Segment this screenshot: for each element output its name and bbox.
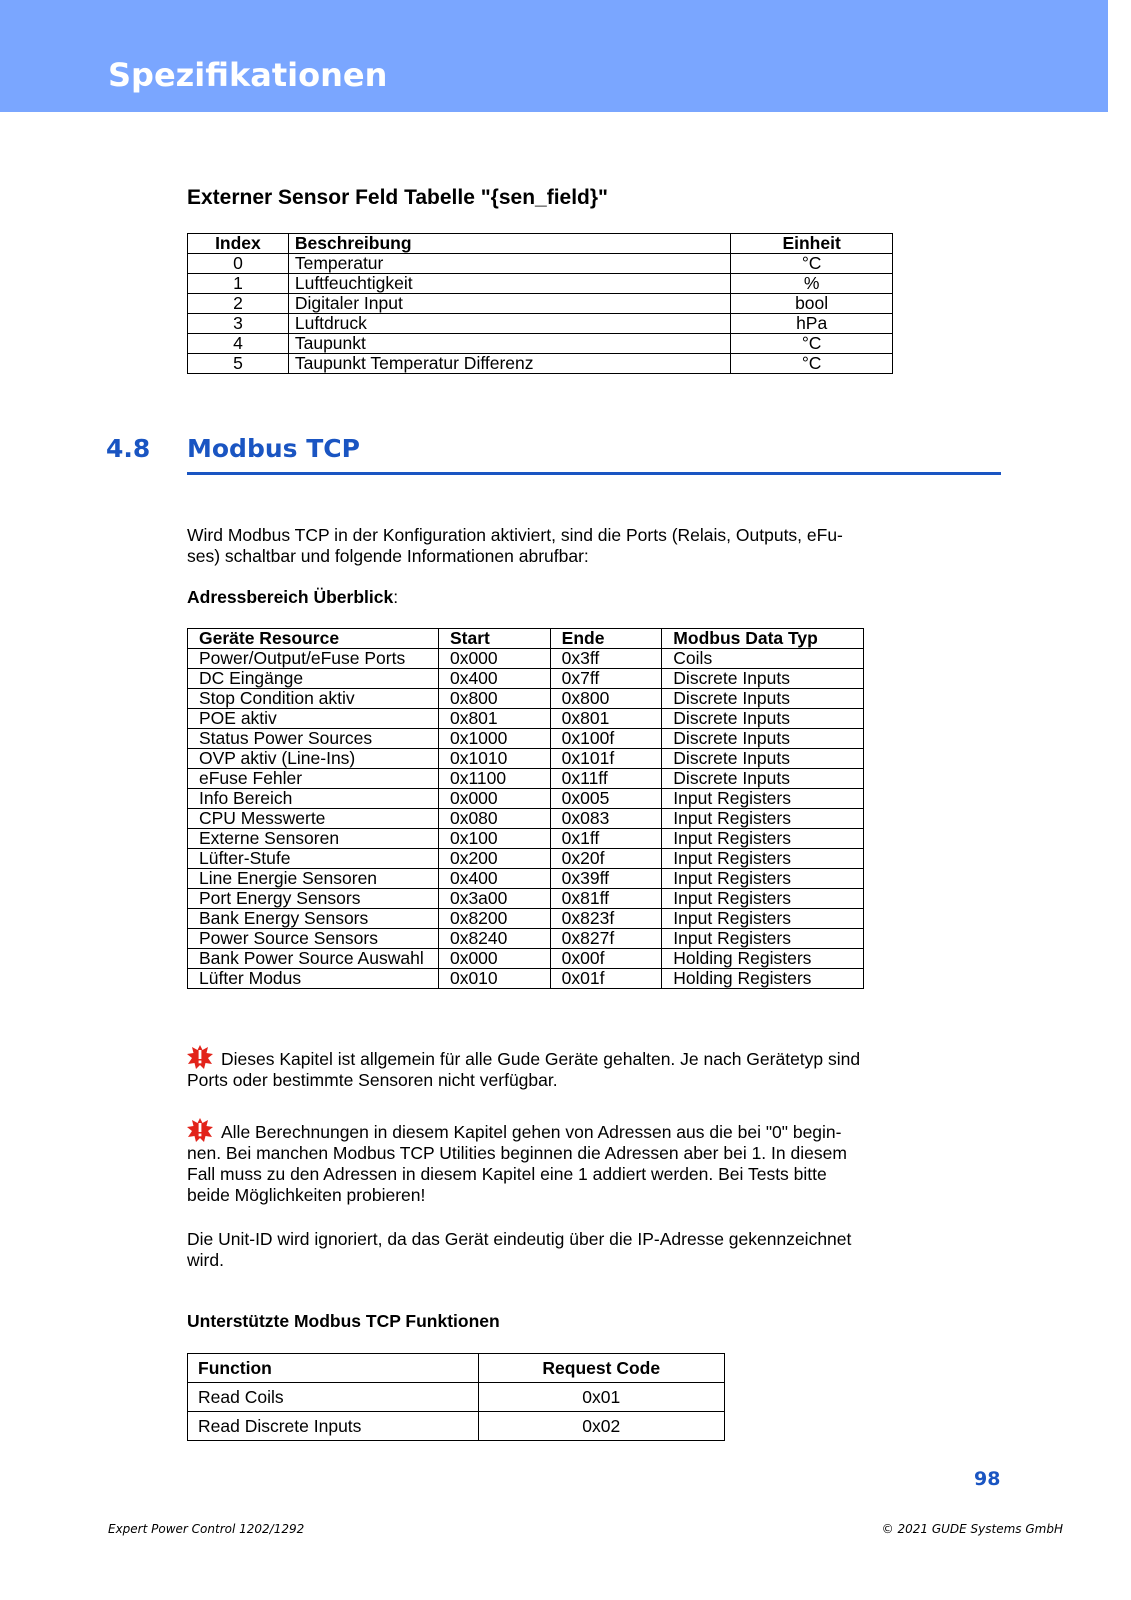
table-cell: 0x101f <box>550 749 662 769</box>
table-cell: Bank Power Source Auswahl <box>188 949 439 969</box>
table-cell: hPa <box>731 314 893 334</box>
table-row <box>188 949 864 969</box>
table-row <box>188 354 893 374</box>
table-cell: Discrete Inputs <box>662 709 864 729</box>
table-row <box>188 829 864 849</box>
note-line: Dieses Kapitel ist allgemein für alle Gude Geräte gehalten. Je nach Gerätetyp sind <box>221 1049 861 1069</box>
footer-copyright: © 2021 GUDE Systems GmbH <box>881 1522 1063 1536</box>
table-cell: 0x000 <box>438 649 550 669</box>
table-row <box>188 809 864 829</box>
table-row <box>188 929 864 949</box>
table-cell: Input Registers <box>662 849 864 869</box>
table-cell: Lüfter-Stufe <box>188 849 439 869</box>
warning-icon <box>187 1045 213 1069</box>
warning-icon <box>187 1118 213 1142</box>
sensor-field-table <box>187 233 893 374</box>
table-cell: 0x005 <box>550 789 662 809</box>
table-cell: 2 <box>188 294 289 314</box>
paragraph-line: Die Unit-ID wird ignoriert, da das Gerät eindeutig über die IP-Adresse gekennzeichnet <box>187 1229 852 1249</box>
section-number: 4.8 <box>106 434 151 463</box>
table-cell: 0x39ff <box>550 869 662 889</box>
table-cell: Coils <box>662 649 864 669</box>
table-cell: 0x800 <box>438 689 550 709</box>
table-cell: Input Registers <box>662 829 864 849</box>
intro-line: Wird Modbus TCP in der Konfiguration aktiviert, sind die Ports (Relais, Outputs, eFu- <box>187 525 843 545</box>
table-cell: % <box>731 274 893 294</box>
table-cell: 0x3a00 <box>438 889 550 909</box>
table-cell: Discrete Inputs <box>662 729 864 749</box>
table-cell: 0x200 <box>438 849 550 869</box>
table-cell: 0x010 <box>438 969 550 989</box>
table-row <box>188 669 864 689</box>
table-cell: Input Registers <box>662 889 864 909</box>
footer-product: Expert Power Control 1202/1292 <box>108 1522 305 1536</box>
table-cell: 0x1ff <box>550 829 662 849</box>
table-cell: 0x823f <box>550 909 662 929</box>
table-cell: 0x100f <box>550 729 662 749</box>
table-cell: Digitaler Input <box>288 294 730 314</box>
table-cell: 0x400 <box>438 869 550 889</box>
table-row <box>188 709 864 729</box>
table-row <box>188 849 864 869</box>
table-row <box>188 749 864 769</box>
address-overview-table <box>187 628 864 989</box>
table-cell: Read Discrete Inputs <box>188 1412 479 1441</box>
table-cell: °C <box>731 254 893 274</box>
table-cell: 0x20f <box>550 849 662 869</box>
table-row <box>188 689 864 709</box>
section-divider <box>187 472 1001 475</box>
table-cell: Input Registers <box>662 909 864 929</box>
table-cell: 0x080 <box>438 809 550 829</box>
page-number: 98 <box>974 1468 1001 1490</box>
table-cell: Externe Sensoren <box>188 829 439 849</box>
table-cell: 0x801 <box>438 709 550 729</box>
intro-line: ses) schaltbar und folgende Informationen abrufbar: <box>187 546 589 566</box>
address-overview-colon: : <box>393 587 399 607</box>
table-cell: 0x1000 <box>438 729 550 749</box>
table-cell: 0x01f <box>550 969 662 989</box>
table-cell: Input Registers <box>662 809 864 829</box>
table-row <box>188 1412 725 1441</box>
table-cell: 0x7ff <box>550 669 662 689</box>
note-line: Alle Berechnungen in diesem Kapitel gehen von Adressen aus die bei "0" begin- <box>221 1122 842 1142</box>
column-header: Request Code <box>478 1354 725 1383</box>
table-cell: 0x81ff <box>550 889 662 909</box>
table-cell: Power Source Sensors <box>188 929 439 949</box>
unit-id-paragraph <box>187 1229 917 1271</box>
column-header: Ende <box>550 629 662 649</box>
table-row <box>188 334 893 354</box>
table-row <box>188 729 864 749</box>
table-cell: °C <box>731 354 893 374</box>
note-line: nen. Bei manchen Modbus TCP Utilities beginnen die Adressen aber bei 1. In diesem <box>187 1143 847 1163</box>
modbus-functions-table <box>187 1353 725 1441</box>
table-cell: Bank Energy Sensors <box>188 909 439 929</box>
table-cell: POE aktiv <box>188 709 439 729</box>
table-row <box>188 769 864 789</box>
table-cell: 0x02 <box>478 1412 725 1441</box>
table-row <box>188 254 893 274</box>
table-row <box>188 1383 725 1412</box>
table-cell: 0x8200 <box>438 909 550 929</box>
column-header: Einheit <box>731 234 893 254</box>
column-header: Function <box>188 1354 479 1383</box>
table-cell: Port Energy Sensors <box>188 889 439 909</box>
table-row <box>188 294 893 314</box>
table-cell: Luftfeuchtigkeit <box>288 274 730 294</box>
table-cell: bool <box>731 294 893 314</box>
table-cell: Status Power Sources <box>188 729 439 749</box>
column-header: Index <box>188 234 289 254</box>
table-cell: 5 <box>188 354 289 374</box>
address-overview-label <box>187 587 907 608</box>
table-cell: Line Energie Sensoren <box>188 869 439 889</box>
table-cell: 0x800 <box>550 689 662 709</box>
table-cell: DC Eingänge <box>188 669 439 689</box>
note-line: beide Möglichkeiten probieren! <box>187 1185 426 1205</box>
table-cell: Stop Condition aktiv <box>188 689 439 709</box>
table-cell: 0x00f <box>550 949 662 969</box>
table-row <box>188 909 864 929</box>
column-header: Modbus Data Typ <box>662 629 864 649</box>
table-cell: Holding Registers <box>662 949 864 969</box>
table-cell: Info Bereich <box>188 789 439 809</box>
table-cell: 0x400 <box>438 669 550 689</box>
intro-paragraph <box>187 525 907 567</box>
table-cell: 0x000 <box>438 949 550 969</box>
table-cell: Read Coils <box>188 1383 479 1412</box>
table-cell: 0x01 <box>478 1383 725 1412</box>
table-row <box>188 889 864 909</box>
page-header-title: Spezifikationen <box>108 56 388 94</box>
table-row <box>188 869 864 889</box>
table-cell: Holding Registers <box>662 969 864 989</box>
table-header-row <box>188 234 893 254</box>
table-cell: 0x000 <box>438 789 550 809</box>
table-cell: 0x11ff <box>550 769 662 789</box>
address-overview-body <box>188 649 864 989</box>
sensor-table-heading: Externer Sensor Feld Tabelle "{sen_field}" <box>187 186 609 209</box>
table-cell: 0x3ff <box>550 649 662 669</box>
table-cell: CPU Messwerte <box>188 809 439 829</box>
column-header: Geräte Resource <box>188 629 439 649</box>
paragraph-line: wird. <box>187 1250 224 1270</box>
table-cell: 0x827f <box>550 929 662 949</box>
table-cell: Input Registers <box>662 869 864 889</box>
column-header: Beschreibung <box>288 234 730 254</box>
table-cell: Discrete Inputs <box>662 749 864 769</box>
table-cell: 0x100 <box>438 829 550 849</box>
table-cell: 0x1100 <box>438 769 550 789</box>
address-overview-title: Adressbereich Überblick <box>187 587 394 607</box>
table-cell: 0 <box>188 254 289 274</box>
table-cell: 0x801 <box>550 709 662 729</box>
column-header: Start <box>438 629 550 649</box>
table-row <box>188 789 864 809</box>
table-cell: Temperatur <box>288 254 730 274</box>
note-general <box>187 1045 917 1091</box>
table-row <box>188 969 864 989</box>
table-cell: 0x8240 <box>438 929 550 949</box>
table-cell: Input Registers <box>662 929 864 949</box>
table-cell: Discrete Inputs <box>662 689 864 709</box>
table-header-row <box>188 1354 725 1383</box>
note-address-offset <box>187 1118 917 1206</box>
functions-heading: Unterstützte Modbus TCP Funktionen <box>187 1311 500 1331</box>
table-header-row <box>188 629 864 649</box>
table-cell: Power/Output/eFuse Ports <box>188 649 439 669</box>
table-cell: Taupunkt <box>288 334 730 354</box>
table-cell: 1 <box>188 274 289 294</box>
table-cell: Input Registers <box>662 789 864 809</box>
table-row <box>188 649 864 669</box>
table-cell: Luftdruck <box>288 314 730 334</box>
table-cell: Discrete Inputs <box>662 669 864 689</box>
table-cell: 3 <box>188 314 289 334</box>
table-cell: Discrete Inputs <box>662 769 864 789</box>
table-cell: Lüfter Modus <box>188 969 439 989</box>
table-row <box>188 314 893 334</box>
table-cell: 4 <box>188 334 289 354</box>
table-cell: °C <box>731 334 893 354</box>
section-title: Modbus TCP <box>187 434 360 463</box>
note-line: Ports oder bestimmte Sensoren nicht verfügbar. <box>187 1070 558 1090</box>
note-line: Fall muss zu den Adressen in diesem Kapitel eine 1 addiert werden. Bei Tests bitte <box>187 1164 827 1184</box>
table-cell: 0x083 <box>550 809 662 829</box>
table-cell: eFuse Fehler <box>188 769 439 789</box>
table-cell: 0x1010 <box>438 749 550 769</box>
table-cell: Taupunkt Temperatur Differenz <box>288 354 730 374</box>
table-cell: OVP aktiv (Line-Ins) <box>188 749 439 769</box>
table-row <box>188 274 893 294</box>
